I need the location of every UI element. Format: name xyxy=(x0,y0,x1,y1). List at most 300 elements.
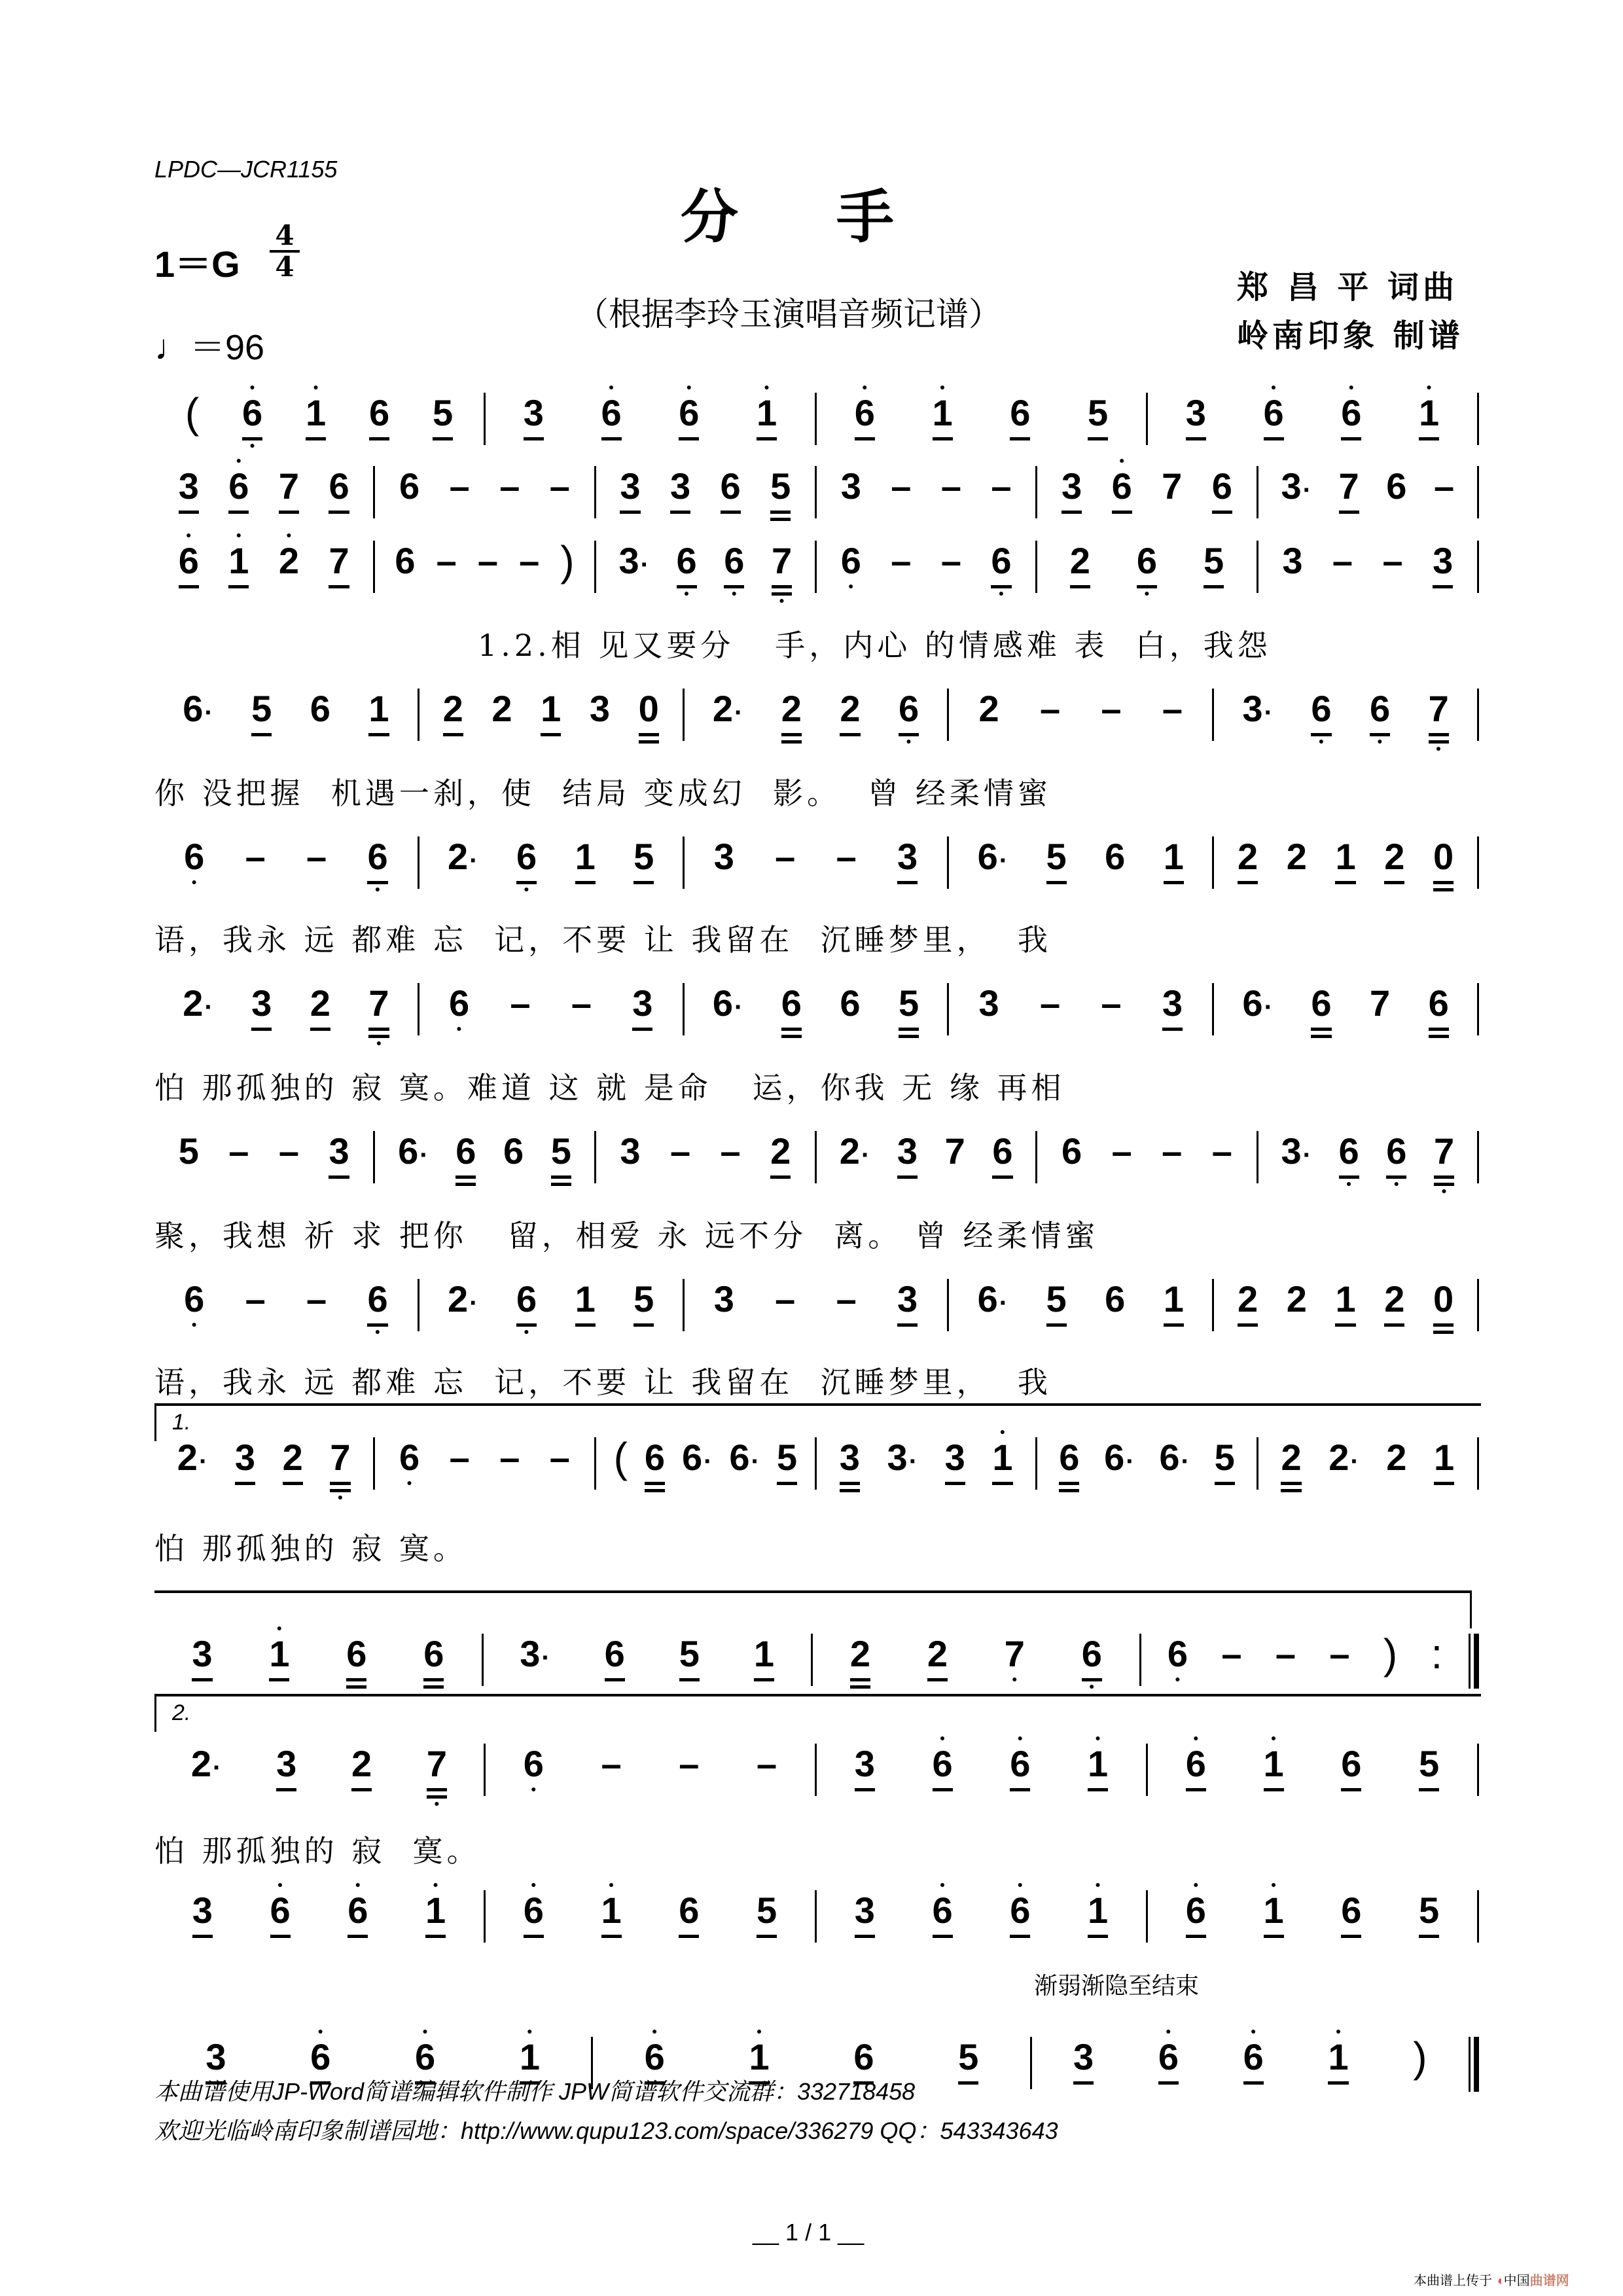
measure xyxy=(154,836,418,893)
note: 6 ● xyxy=(1311,688,1332,746)
note: 7 ● xyxy=(1004,1633,1025,1684)
note: – xyxy=(1162,1130,1183,1172)
bracket: ) xyxy=(560,537,575,584)
measure xyxy=(486,382,815,440)
barline xyxy=(1477,1437,1479,1490)
note: 1 xyxy=(1164,1279,1184,1327)
note: 2 xyxy=(781,689,802,744)
score-system xyxy=(154,382,1479,471)
note: ● 6 xyxy=(1341,393,1361,440)
note: 6 xyxy=(399,465,420,507)
note: – xyxy=(1275,1633,1296,1674)
volta-first-ending xyxy=(154,1403,1481,1441)
score-system xyxy=(154,455,1479,545)
note: – xyxy=(775,1278,796,1319)
note: – xyxy=(1332,540,1353,581)
measure xyxy=(154,1437,373,1501)
note: – xyxy=(679,1743,700,1784)
measure xyxy=(1037,1437,1256,1492)
note: 3 xyxy=(205,2037,226,2085)
note: 2· xyxy=(177,1437,208,1478)
note: – xyxy=(245,836,266,877)
measure xyxy=(949,689,1212,729)
note: 6 ● xyxy=(1167,1633,1188,1684)
note: 6· xyxy=(1159,1437,1190,1478)
note: 2· xyxy=(183,982,213,1024)
note: ● 6 xyxy=(645,2037,665,2085)
note: 6 xyxy=(1341,1890,1361,1938)
measure xyxy=(817,1732,1146,1791)
note: ● 1 xyxy=(933,393,953,440)
note: 3 xyxy=(524,393,544,440)
note: 3 xyxy=(840,465,861,507)
score-system xyxy=(154,1879,1479,1969)
measure xyxy=(1148,1879,1477,1938)
note: 5 xyxy=(1046,836,1067,884)
measure xyxy=(817,382,1146,440)
note: 3 xyxy=(1061,466,1082,514)
note: ● 1 xyxy=(1419,393,1439,440)
note: 6 xyxy=(679,1890,699,1938)
note: 1 xyxy=(1335,1279,1355,1327)
note: 3 xyxy=(897,1131,918,1179)
measure xyxy=(817,541,1035,598)
note: 2 xyxy=(1286,1278,1307,1319)
note: – xyxy=(499,465,520,507)
measure xyxy=(1032,2026,1469,2085)
note: 6 ● xyxy=(1369,688,1391,746)
barline xyxy=(1477,393,1479,445)
bracket: ( xyxy=(185,389,200,437)
note: ● 6 xyxy=(1112,466,1132,514)
note: 6· xyxy=(977,1278,1008,1319)
measure xyxy=(1258,466,1477,514)
note: 3 xyxy=(235,1437,255,1485)
note: 2 xyxy=(1386,1437,1407,1478)
score-system xyxy=(154,836,1479,915)
score-system xyxy=(154,1732,1479,1822)
measure xyxy=(685,689,948,745)
barline xyxy=(1469,2037,1479,2092)
note: ● 6 xyxy=(270,1890,291,1938)
measure xyxy=(596,466,815,521)
note: – xyxy=(991,465,1012,507)
tempo-marking: ♩＝96 xyxy=(154,328,265,367)
note: 7 ● xyxy=(368,982,389,1048)
note: – xyxy=(449,465,470,507)
note: ● 6 xyxy=(601,393,622,440)
note: 3 xyxy=(670,466,690,514)
note: – xyxy=(477,540,498,581)
note: 6 xyxy=(1341,1744,1361,1791)
song-title: 分手 xyxy=(681,183,993,251)
measure xyxy=(154,1623,482,1689)
note: 3 xyxy=(1282,540,1303,581)
note: 6 xyxy=(853,2037,874,2085)
bracket: ( xyxy=(613,1434,628,1481)
measure xyxy=(685,1279,948,1327)
note: 6 xyxy=(503,1130,524,1172)
note: 3 xyxy=(713,1278,734,1319)
note: 6 ● xyxy=(367,836,388,894)
volta-label: 2. xyxy=(172,1700,191,1725)
note: 3 xyxy=(620,1130,641,1172)
measure xyxy=(154,1744,484,1808)
note: 5 xyxy=(1419,1744,1439,1791)
note: ● 6 xyxy=(933,1744,953,1791)
note: 5 xyxy=(1046,1279,1067,1327)
note: 2 xyxy=(770,1131,791,1179)
note: – xyxy=(571,982,592,1024)
score-system xyxy=(154,1279,1479,1357)
note: – xyxy=(720,1130,741,1172)
score-system xyxy=(154,1131,1479,1210)
note: ● 1 xyxy=(1264,1744,1284,1791)
note: 1 xyxy=(1164,836,1184,884)
score-system xyxy=(154,689,1479,767)
note: 6 ● xyxy=(898,688,919,746)
note: 6 ● xyxy=(991,540,1012,598)
note: 6· xyxy=(729,1437,760,1478)
note: ● 6 xyxy=(310,2037,330,2085)
note: – xyxy=(1162,688,1183,729)
measure xyxy=(685,983,948,1038)
note: 3 xyxy=(897,1279,918,1327)
measure xyxy=(375,1437,594,1487)
note: 3 xyxy=(1186,393,1206,440)
note: ● 6 xyxy=(415,2037,435,2085)
note: 6 xyxy=(369,393,389,440)
note: 7 ● xyxy=(1434,1130,1455,1196)
note: 6· xyxy=(1104,1437,1135,1478)
lyrics-line: 语，我永 远 都难 忘 记，不要 让 我留在 沉睡梦里， 我 xyxy=(154,922,1052,958)
measure xyxy=(1214,1279,1477,1334)
note: 5 xyxy=(958,2037,978,2085)
note: – xyxy=(891,465,912,507)
lyrics-line: 怕 那孤独的 寂 寞。 xyxy=(154,1833,481,1869)
note: 3 xyxy=(897,836,918,884)
note: – xyxy=(1434,465,1455,507)
note: 6 ● xyxy=(523,1743,544,1794)
note: 5 xyxy=(1088,393,1108,440)
note: ● 1 xyxy=(1088,1890,1108,1938)
volta-second-ending xyxy=(154,1694,1481,1732)
barline xyxy=(1477,541,1479,593)
note: 2· xyxy=(839,1130,870,1172)
note: 6· xyxy=(977,836,1008,877)
note: 7 ● xyxy=(1428,688,1449,753)
barline xyxy=(1477,466,1479,518)
note: 6 ● xyxy=(1081,1633,1102,1691)
note: 6 xyxy=(1059,1437,1079,1492)
note: 3· xyxy=(618,540,649,581)
measure xyxy=(813,1634,1140,1691)
note: 6 xyxy=(423,1634,444,1689)
note: – xyxy=(549,465,570,507)
note: – xyxy=(940,465,961,507)
measure xyxy=(486,1879,815,1938)
note: ● 1 xyxy=(1264,1890,1284,1938)
measure xyxy=(596,1131,815,1179)
note: 3 xyxy=(713,836,734,877)
note: – xyxy=(775,836,796,877)
measure xyxy=(419,689,683,744)
note: ● 1 xyxy=(1328,2037,1348,2085)
measure xyxy=(1037,455,1256,514)
note: ● 1 xyxy=(425,1890,446,1938)
note: – xyxy=(669,1130,691,1172)
note: ● 6 xyxy=(348,1890,368,1938)
site-logo-icon: ◖ xyxy=(1495,2274,1504,2288)
note: ● 6 ● xyxy=(242,382,263,450)
note: 6 xyxy=(1386,465,1407,507)
page-number: __ 1 / 1 __ xyxy=(753,2219,865,2246)
note: – xyxy=(1329,1633,1350,1674)
note: 3 xyxy=(1433,541,1453,588)
note: 3 xyxy=(632,983,652,1031)
note: 3 xyxy=(1073,2037,1094,2085)
measure xyxy=(419,983,683,1033)
measure xyxy=(1258,541,1477,588)
measure xyxy=(817,1131,1035,1179)
measure xyxy=(1258,1131,1477,1195)
note: 3 xyxy=(945,1437,965,1485)
measure xyxy=(1148,382,1477,440)
note: 3 xyxy=(329,1131,349,1179)
measure xyxy=(596,1434,815,1492)
note: ● 6 xyxy=(679,393,699,440)
measure xyxy=(949,836,1212,884)
note: 2 xyxy=(443,689,463,736)
note: – xyxy=(1211,1130,1232,1172)
note: ● 1 xyxy=(992,1437,1012,1485)
measure xyxy=(419,836,683,893)
note: ● 6 xyxy=(1243,2037,1264,2085)
note: 0 xyxy=(1433,836,1454,891)
note: 3· xyxy=(520,1633,550,1674)
time-signature-bottom: 4 xyxy=(275,251,294,283)
note: 2· xyxy=(712,688,743,729)
lyrics-line: 语，我永 远 都难 忘 记，不要 让 我留在 沉睡梦里， 我 xyxy=(154,1365,1052,1400)
measure xyxy=(817,1879,1146,1938)
note: 6 xyxy=(781,983,802,1038)
note: ● 6 xyxy=(1010,1744,1030,1791)
note: 6 xyxy=(455,1131,476,1186)
note: 2 xyxy=(927,1634,948,1681)
note: ● 6 xyxy=(1264,393,1284,440)
note: 1 xyxy=(575,836,596,884)
note: ● 1 xyxy=(306,393,326,440)
note: 3 xyxy=(840,1437,860,1492)
note: ● 6 xyxy=(1010,1890,1030,1938)
note: 2 xyxy=(1384,836,1404,884)
note: 3 xyxy=(589,688,610,729)
note: 3· xyxy=(887,1437,918,1478)
measure xyxy=(486,1744,815,1793)
note: 1 xyxy=(541,689,561,736)
note: ● 6 xyxy=(1186,1744,1206,1791)
measure xyxy=(375,1131,594,1186)
note: 6 xyxy=(645,1437,665,1492)
upload-site-a: 中国 xyxy=(1503,2274,1530,2288)
key-signature: 1＝G xyxy=(154,243,240,285)
note: ● 1 xyxy=(749,2037,769,2085)
score-system xyxy=(154,983,1479,1062)
note: 6 ● xyxy=(516,1278,537,1336)
measure xyxy=(154,983,418,1047)
note: 6· xyxy=(398,1130,429,1172)
measure xyxy=(154,689,418,736)
note: 6 xyxy=(992,1131,1012,1179)
note: 3· xyxy=(1281,1130,1311,1172)
note: 6· xyxy=(1242,982,1273,1024)
note: 6 ● xyxy=(184,1278,205,1329)
bracket: ) xyxy=(1413,2034,1427,2081)
note: 6 ● xyxy=(1338,1130,1359,1189)
note: 2 xyxy=(840,689,860,736)
measure xyxy=(949,983,1212,1031)
lyrics-line: 你 没把握 机遇一刹，使 结局 变成幻 影。 曾 经柔情蜜 xyxy=(154,776,1052,811)
note: 2 xyxy=(310,983,330,1031)
note: – xyxy=(836,836,857,877)
note: 6 xyxy=(1212,466,1232,514)
note: – xyxy=(510,982,531,1024)
note: 6 xyxy=(395,540,416,581)
note: – xyxy=(245,1278,266,1319)
note: – xyxy=(278,1130,300,1172)
note: – xyxy=(499,1437,520,1478)
note: 6 xyxy=(1061,1130,1082,1172)
note: 3 xyxy=(855,1890,875,1938)
fade-out-annotation: 渐弱渐隐至结束 xyxy=(1034,1972,1200,1999)
measure xyxy=(949,1279,1212,1327)
note: 7 xyxy=(1339,466,1359,514)
lyrics-line: 怕 那孤独的 寂 寞。难道 这 就 是命 运，你我 无 缘 再相 xyxy=(154,1070,1065,1105)
note: ● 1 xyxy=(757,393,777,440)
note: – xyxy=(940,540,961,581)
note: – xyxy=(519,540,540,581)
measure xyxy=(154,1279,418,1336)
note: 7 ● xyxy=(330,1437,351,1502)
note: 5 xyxy=(777,1437,797,1485)
note: 2 xyxy=(1286,836,1307,877)
score-system xyxy=(154,1426,1479,1516)
note: ● 1 xyxy=(601,1890,622,1938)
note: – xyxy=(1101,982,1122,1024)
bracket: ) xyxy=(1383,1630,1398,1677)
note: – xyxy=(549,1437,570,1478)
measure xyxy=(154,455,373,514)
note: ● 2 xyxy=(278,529,300,581)
note: 5 xyxy=(178,1130,199,1172)
lyrics-line: 聚，我想 祈 求 把你 留，相爱 永 远不分 离。 曾 经柔情蜜 xyxy=(154,1218,1099,1253)
footer-website-note: 欢迎光临岭南印象制谱园地：http://www.qupu123.com/space/336279 QQ：543343643 xyxy=(154,2117,1058,2144)
note: 5 xyxy=(679,1634,700,1681)
note: 6 ● xyxy=(1386,1130,1407,1189)
measure xyxy=(685,836,948,884)
score-code: LPDC—JCR1155 xyxy=(154,156,338,183)
note: 6 xyxy=(329,466,349,514)
note: – xyxy=(1382,540,1403,581)
note: – xyxy=(836,1278,857,1319)
note: ● 6 xyxy=(179,541,199,588)
note: 7 xyxy=(944,1130,965,1172)
note: 2 xyxy=(1281,1437,1301,1492)
measure xyxy=(1037,1131,1256,1172)
measure xyxy=(154,382,484,450)
note: 2· xyxy=(448,836,478,877)
barline xyxy=(1477,836,1479,889)
note: ● 1 xyxy=(228,541,249,588)
note: – xyxy=(1039,982,1061,1024)
note: ● 1 xyxy=(1088,1744,1108,1791)
note: – xyxy=(306,1278,327,1319)
credit-composer: 郑 昌 平 词曲 xyxy=(1237,269,1459,306)
score-system xyxy=(154,529,1479,619)
note: 3 xyxy=(276,1744,296,1791)
note: 0 xyxy=(639,689,659,744)
note: 6 xyxy=(721,466,741,514)
note: 1 xyxy=(368,689,389,736)
note: 1 xyxy=(575,1279,596,1327)
note: 5 xyxy=(1204,541,1224,588)
note: 6 xyxy=(346,1634,366,1689)
note: 6 ● xyxy=(399,1437,420,1488)
barline xyxy=(1477,983,1479,1035)
note: 2 xyxy=(491,688,512,729)
note: 2 xyxy=(978,688,999,729)
note: – xyxy=(601,1743,622,1784)
measure xyxy=(154,1131,373,1179)
measure xyxy=(817,1426,1035,1492)
note: 5 xyxy=(251,689,272,736)
note: 3 xyxy=(855,1744,875,1791)
measure xyxy=(419,1279,683,1336)
note: 5 xyxy=(770,466,791,521)
note: 1 xyxy=(754,1634,774,1681)
barline xyxy=(1477,1890,1479,1943)
note: ● 6 xyxy=(933,1890,953,1938)
note: 5 xyxy=(899,983,919,1038)
note: ● 6 xyxy=(855,393,875,440)
note: 6 xyxy=(1311,983,1331,1038)
note: 6 ● xyxy=(184,836,205,887)
note: ● 6 xyxy=(1158,2037,1179,2085)
note: 6 xyxy=(1105,1278,1126,1319)
note: 2 xyxy=(850,1634,870,1689)
note: 5 xyxy=(1419,1890,1439,1938)
note: 6 ● xyxy=(676,540,697,598)
note: 6 xyxy=(1105,836,1126,877)
note: 6 xyxy=(1429,983,1449,1038)
note: 7 xyxy=(329,541,349,588)
note: 6 xyxy=(310,688,330,729)
note: 3· xyxy=(1281,465,1311,507)
note: 5 xyxy=(551,1131,571,1186)
note: 6 ● xyxy=(1136,540,1158,598)
barline xyxy=(1477,1279,1479,1331)
note: 2· xyxy=(448,1278,478,1319)
note: 2 xyxy=(1384,1279,1404,1327)
note: 5 xyxy=(1215,1437,1235,1485)
barline xyxy=(1477,689,1479,741)
note: 2· xyxy=(190,1743,222,1784)
measure xyxy=(154,1879,484,1938)
lyrics-line: 1.2.相 见又要分 手，内心 的情感难 表 白，我怨 xyxy=(478,628,1272,663)
note: – xyxy=(228,1130,249,1172)
note: 5 xyxy=(633,836,654,884)
measure xyxy=(1148,1732,1477,1791)
